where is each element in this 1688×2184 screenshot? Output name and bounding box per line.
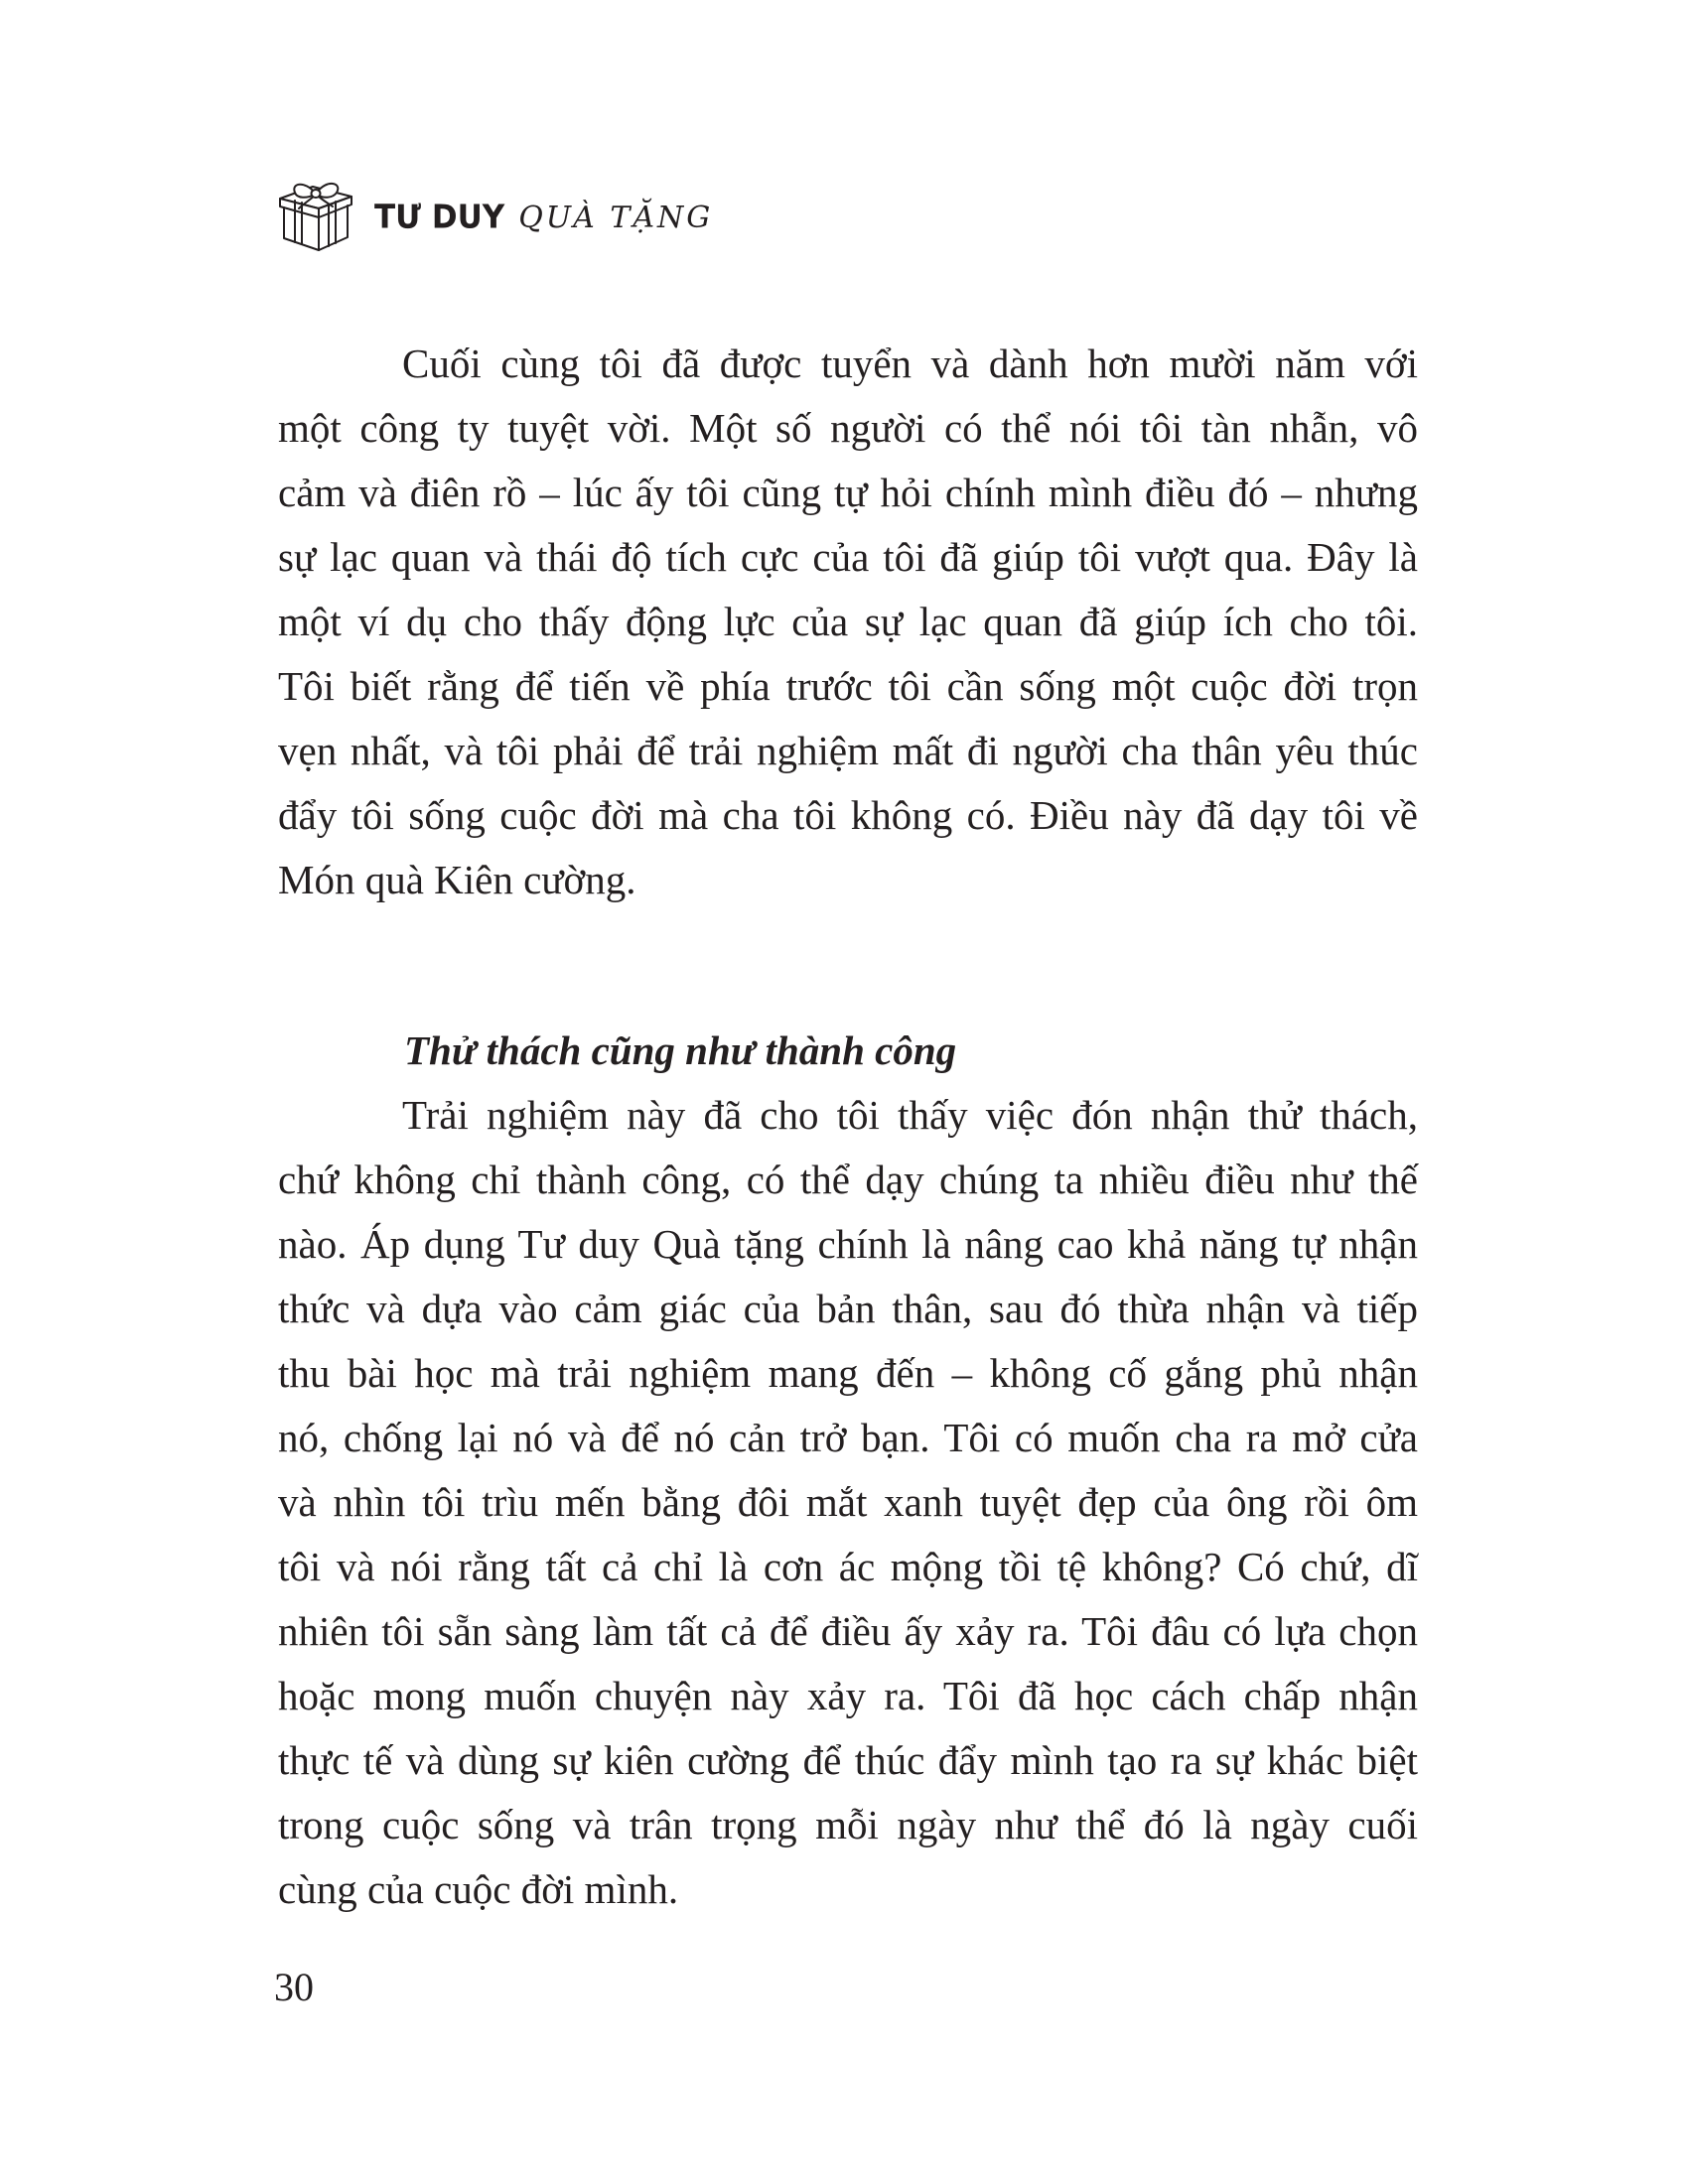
gift-box-icon xyxy=(275,171,356,252)
page-number: 30 xyxy=(274,1965,314,2009)
text-line: thực tế và dùng sự kiên cường để thúc đẩy mình tạo ra sự khác biệt xyxy=(278,1737,1418,1783)
text-line: trong cuộc sống và trân trọng mỗi ngày như thể đó là ngày cuối xyxy=(278,1802,1418,1847)
text-line: một công ty tuyệt vời. Một số người có thể nói tôi tàn nhẫn, vô xyxy=(278,405,1418,451)
book-title xyxy=(374,200,713,235)
text-line: Cuối cùng tôi đã được tuyển và dành hơn mười năm với xyxy=(402,341,1418,386)
text-line: thức và dựa vào cảm giác của bản thân, sau đó thừa nhận và tiếp xyxy=(278,1286,1418,1331)
paragraph-2 xyxy=(278,1083,1418,1922)
text-line: thu bài học mà trải nghiệm mang đến – không cố gắng phủ nhận xyxy=(278,1350,1418,1396)
text-line: một ví dụ cho thấy động lực của sự lạc quan đã giúp ích cho tôi. xyxy=(278,599,1418,644)
text-line: Trải nghiệm này đã cho tôi thấy việc đón nhận thử thách, xyxy=(402,1092,1418,1138)
section-heading: Thử thách cũng như thành công xyxy=(404,1027,957,1073)
text-line: cảm và điên rồ – lúc ấy tôi cũng tự hỏi chính mình điều đó – nhưng xyxy=(278,470,1418,515)
paragraph-1 xyxy=(278,332,1418,912)
text-line: và nhìn tôi trìu mến bằng đôi mắt xanh tuyệt đẹp của ông rồi ôm xyxy=(278,1479,1418,1525)
running-header xyxy=(275,171,713,252)
text-line: Tôi biết rằng để tiến về phía trước tôi cần sống một cuộc đời trọn xyxy=(278,663,1418,709)
text-line: chứ không chỉ thành công, có thể dạy chúng ta nhiều điều như thế xyxy=(278,1157,1418,1202)
text-line: nó, chống lại nó và để nó cản trở bạn. Tôi có muốn cha ra mở cửa xyxy=(278,1415,1418,1460)
text-line: tôi và nói rằng tất cả chỉ là cơn ác mộng tồi tệ không? Có chứ, dĩ xyxy=(278,1544,1418,1589)
book-title-script: QUÀ TẶNG xyxy=(518,201,714,235)
text-line: hoặc mong muốn chuyện này xảy ra. Tôi đã học cách chấp nhận xyxy=(278,1673,1418,1718)
text-line: sự lạc quan và thái độ tích cực của tôi đã giúp tôi vượt qua. Đây là xyxy=(278,534,1418,580)
text-line: Món quà Kiên cường. xyxy=(278,857,636,902)
text-line: nào. Áp dụng Tư duy Quà tặng chính là nâng cao khả năng tự nhận xyxy=(278,1221,1418,1267)
text-line: nhiên tôi sẵn sàng làm tất cả để điều ấy xảy ra. Tôi đâu có lựa chọn xyxy=(278,1608,1418,1654)
text-line: vẹn nhất, và tôi phải để trải nghiệm mất đi người cha thân yêu thúc xyxy=(278,728,1418,773)
book-title-bold: TƯ DUY xyxy=(374,199,505,236)
text-line: cùng của cuộc đời mình. xyxy=(278,1866,679,1912)
text-line: đẩy tôi sống cuộc đời mà cha tôi không có. Điều này đã dạy tôi về xyxy=(278,792,1418,838)
